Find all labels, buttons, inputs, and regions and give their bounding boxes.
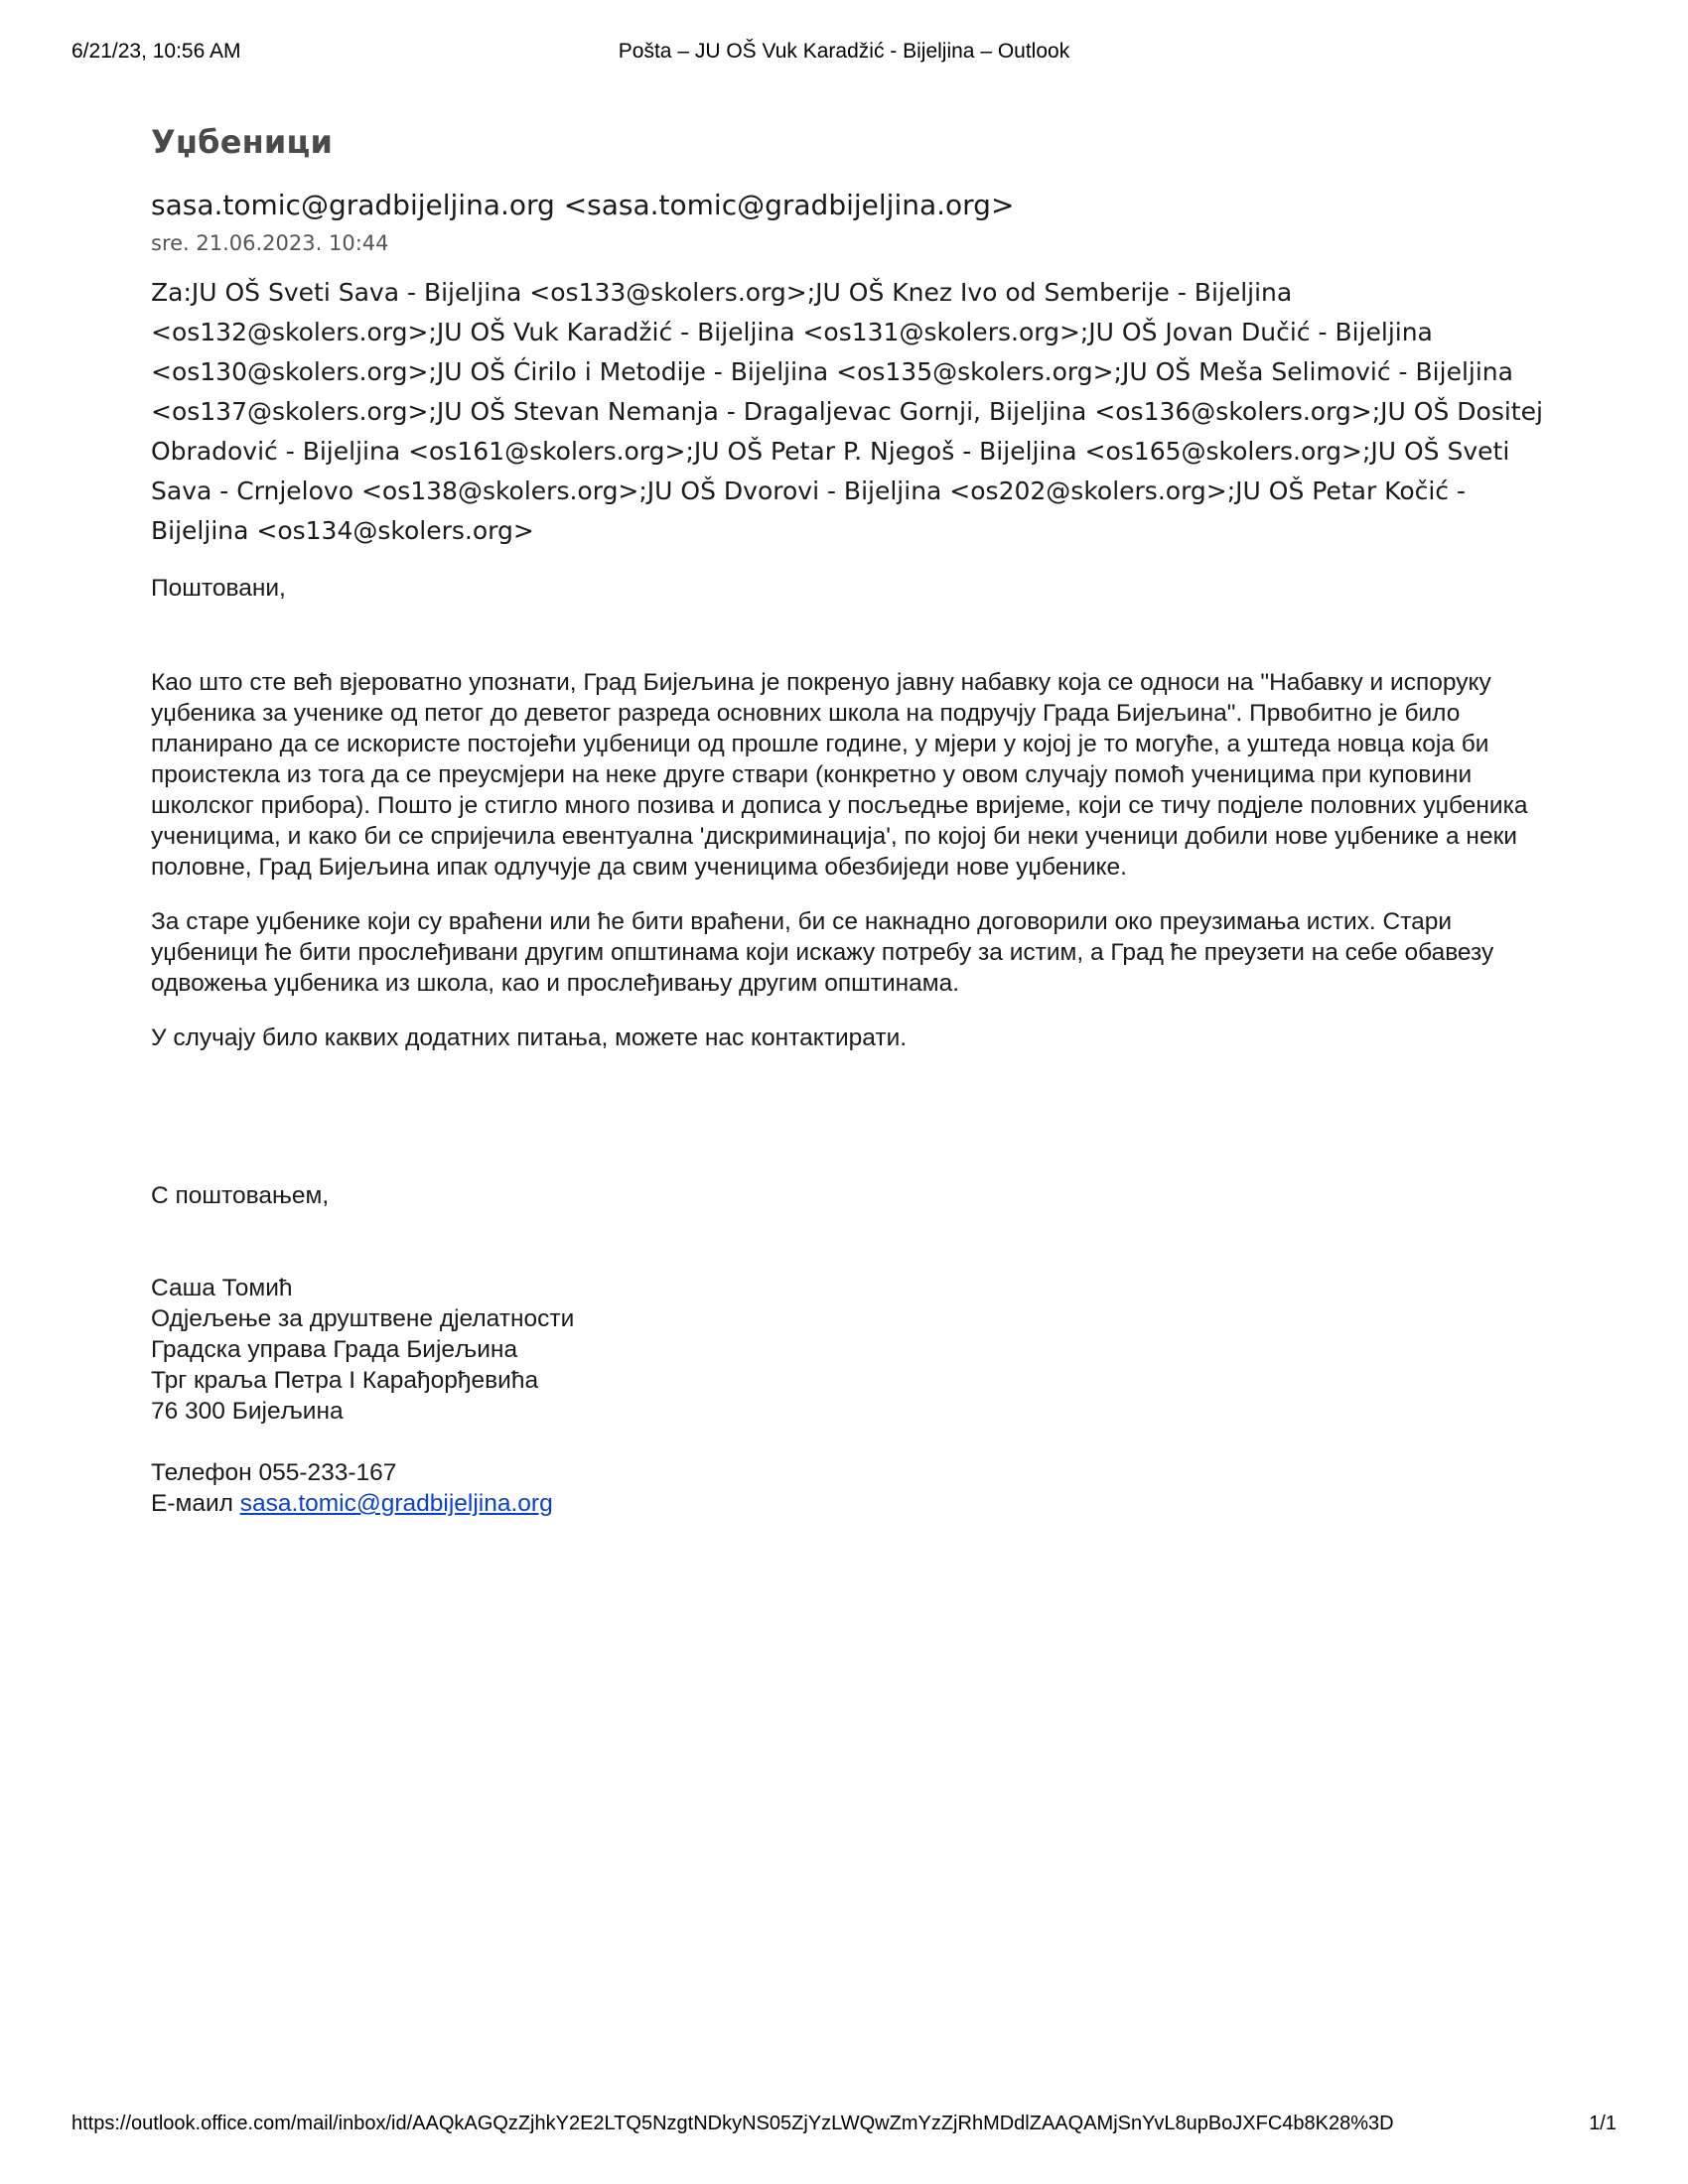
signature-phone: Телефон 055-233-167 <box>151 1459 397 1486</box>
email-body <box>151 573 1561 1519</box>
body-paragraph: У случају било каквих додатних питања, можете нас контактирати. <box>151 1024 908 1051</box>
email-sent-date: sre. 21.06.2023. 10:44 <box>151 231 389 255</box>
print-page-title: Pošta – JU OŠ Vuk Karadžić - Bijeljina – Outlook <box>618 40 1070 63</box>
signature-contact <box>151 1457 1561 1519</box>
signature-email-label: Е-маил <box>151 1490 233 1517</box>
email-recipients: Za:JU OŠ Sveti Sava - Bijeljina <os133@skolers.org>;JU OŠ Knez Ivo od Semberije - Bijeljina <os132@skolers.org>;JU OŠ Vuk Karadžić - Bijeljina <os131@skolers.org>;JU OŠ Jovan Dučić - Bijeljina <os130@skolers.org>;JU OŠ Ćirilo i Metodije - Bijeljina <os135@skolers.org>;JU OŠ Meša Selimović - Bijeljina <os137@skolers.org>;JU OŠ Stevan Nemanja - Dragaljevac Gornji, Bijeljina <os136@skolers.org>;JU OŠ Dositej Obradović - Bijeljina <os161@skolers.org>;JU OŠ Petar P. Njegoš - Bijeljina <os165@skolers.org>;JU OŠ Sveti Sava - Crnjelovo <os138@skolers.org>;JU OŠ Dvorovi - Bijeljina <os202@skolers.org>;JU OŠ Petar Kočić - Bijeljina <os134@skolers.org> <box>151 278 1543 545</box>
print-datetime: 6/21/23, 10:56 AM <box>71 40 241 63</box>
print-footer <box>0 2113 1688 2142</box>
signature-organization: Градска управа Града Бијељина <box>151 1336 518 1363</box>
signature-email-link[interactable]: sasa.tomic@gradbijeljina.org <box>239 1490 553 1517</box>
email-subject: Уџбеници <box>151 123 334 161</box>
body-paragraph: За старе уџбенике који су враћени или ће бити враћени, би се накнадно договорили око преузимања истих. Стари уџбеници ће бити прослеђивани другим општинама који искажу потребу за истим, а Град ће преузети на себе обавезу одвожења уџбеника из школа, као и прослеђивању другим општинама. <box>151 908 1494 997</box>
print-url: https://outlook.office.com/mail/inbox/id/AAQkAGQzZjhkY2E2LTQ5NzgtNDkyNS05ZjYzLWQwZmYzZjRhMDdlZAAQAMjSnYvL8upBoJXFC4b8K28%3D <box>71 2113 1394 2134</box>
signature-address: Трг краља Петра I Карађорђевића <box>151 1367 539 1394</box>
signature-name: Саша Томић <box>151 1275 293 1301</box>
body-greeting: Поштовани, <box>151 575 286 602</box>
print-header <box>0 40 1688 69</box>
email-sender[interactable]: sasa.tomic@gradbijeljina.org <sasa.tomic@gradbijeljina.org> <box>151 189 1015 221</box>
signature-department: Одјељење за друштвене дјелатности <box>151 1305 575 1332</box>
body-paragraph: Као што сте већ вјероватно упознати, Град Бијељина је покренуо јавну набавку која се односи на "Набавку и испоруку уџбеника за ученике од петог до деветог разреда основних школа на подручју Града Бијељина". Првобитно је било планирано да се искористе постојећи уџбеници од прошле године, у мјери у којој је то могуће, а уштеда новца која би проистекла из тога да се преусмјери на неке друге ствари (конкретно у овом случају помоћ ученицима при куповини школског прибора). Пошто је стигло много позива и дописа у посљедње вријеме, који се тичу подјеле половних уџбеника ученицима, и како би се спријечила евентуална 'дискриминација', по којој би неки ученици добили нове уџбенике а неки половне, Град Бијељина ипак одлучује да свим ученицима обезбиједи нове уџбенике. <box>151 669 1528 881</box>
body-closing: С поштовањем, <box>151 1182 330 1209</box>
email-message <box>151 123 1561 1519</box>
signature-city: 76 300 Бијељина <box>151 1398 344 1425</box>
signature-email-line <box>151 1488 1561 1519</box>
signature <box>151 1273 1561 1427</box>
print-page-number: 1/1 <box>1589 2113 1617 2134</box>
